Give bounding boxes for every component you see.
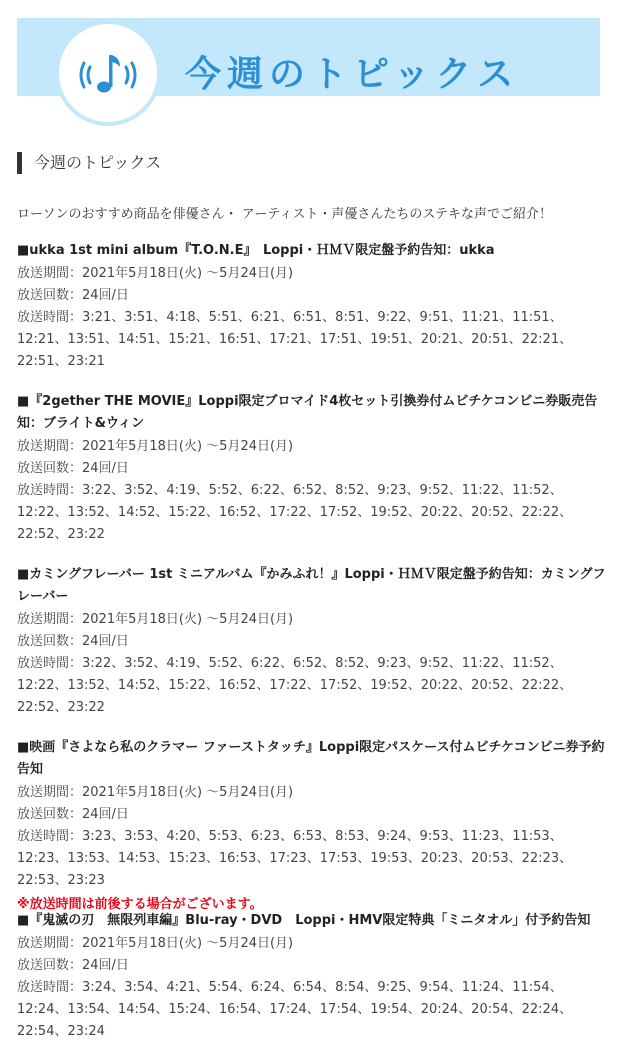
topic-title: ■『2gether THE MOVIE』Loppi限定ブロマイド4枚セット引換券付ムビチケコンビニ券販売告知：ブライト&ウィン [17,394,598,431]
broadcast-count: 放送回数：24回/日 [17,634,129,649]
topic-item [17,240,607,373]
broadcast-times-label: 放送時間： [17,829,83,844]
broadcast-times-label: 放送時間： [17,310,83,325]
topic-list [17,240,607,1061]
broadcast-count: 放送回数：24回/日 [17,807,129,822]
banner-icon-circle [55,20,161,126]
broadcast-times-value: 3:21、3:51、4:18、5:51、6:21、6:51、8:51、9:22、9:51、11:21、11:51、12:21、13:51、14:51、15:21、16:51、17:21、17:51、19:51、20:21、20:51、22:21、22:51、23:21 [17,310,573,369]
topic-title: ■ukka 1st mini album『T.O.N.E』 Loppi・ＨＭＶ限定盤予約告知：ukka [17,243,495,258]
music-note-icon [78,47,138,99]
broadcast-count: 放送回数：24回/日 [17,461,129,476]
broadcast-times-value: 3:22、3:52、4:19、5:52、6:22、6:52、8:52、9:23、9:52、11:22、11:52、12:22、13:52、14:52、15:22、16:52、17:22、17:52、19:52、20:22、20:52、22:22、22:52、23:22 [17,656,573,715]
broadcast-count: 放送回数：24回/日 [17,288,129,303]
banner-title: 今週のトピックス [185,54,520,95]
topic-item [17,737,607,892]
broadcast-times-label: 放送時間： [17,483,83,498]
topic-item [17,564,607,719]
broadcast-period: 放送期間：2021年5月18日(火) 〜5月24日(月) [17,266,294,281]
topic-item [17,391,607,546]
broadcast-note: ※放送時間は前後する場合がございます。 [17,897,263,912]
broadcast-times [17,307,607,373]
broadcast-count: 放送回数：24回/日 [17,958,129,973]
broadcast-times-value: 3:23、3:53、4:20、5:53、6:23、6:53、8:53、9:24、9:53、11:23、11:53、12:23、13:53、14:53、15:23、16:53、17:23、17:53、19:53、20:23、20:53、22:23、22:53、23:23 [17,829,573,888]
broadcast-period: 放送期間：2021年5月18日(火) 〜5月24日(月) [17,612,294,627]
topic-item [17,910,607,1043]
section-heading: 今週のトピックス [17,152,161,174]
broadcast-times [17,977,607,1043]
topics-banner [17,18,600,96]
broadcast-times-label: 放送時間： [17,656,83,671]
topic-title: ■映画『さよなら私のクラマー ファーストタッチ』Loppi限定パスケース付ムビチケコンビニ券予約告知 [17,740,605,777]
broadcast-times [17,826,607,892]
broadcast-times-value: 3:24、3:54、4:21、5:54、6:24、6:54、8:54、9:25、9:54、11:24、11:54、12:24、13:54、14:54、15:24、16:54、17:24、17:54、19:54、20:24、20:54、22:24、22:54、23:24 [17,980,573,1039]
broadcast-times [17,480,607,546]
topic-title: ■『鬼滅の刃 無限列車編』Blu-ray・DVD Loppi・HMV限定特典「ミニタオル」付予約告知 [17,913,591,928]
broadcast-period: 放送期間：2021年5月18日(火) 〜5月24日(月) [17,439,294,454]
topic-title: ■カミングフレーバー 1st ミニアルバム『かみふれ！』Loppi・ＨＭＶ限定盤予約告知：カミングフレーバー [17,567,606,604]
intro-text: ローソンのおすすめ商品を俳優さん・ アーティスト・声優さんたちのステキな声でご紹介！ [17,207,553,222]
broadcast-times-label: 放送時間： [17,980,83,995]
broadcast-times-value: 3:22、3:52、4:19、5:52、6:22、6:52、8:52、9:23、9:52、11:22、11:52、12:22、13:52、14:52、15:22、16:52、17:22、17:52、19:52、20:22、20:52、22:22、22:52、23:22 [17,483,573,542]
broadcast-times [17,653,607,719]
broadcast-period: 放送期間：2021年5月18日(火) 〜5月24日(月) [17,936,294,951]
broadcast-period: 放送期間：2021年5月18日(火) 〜5月24日(月) [17,785,294,800]
